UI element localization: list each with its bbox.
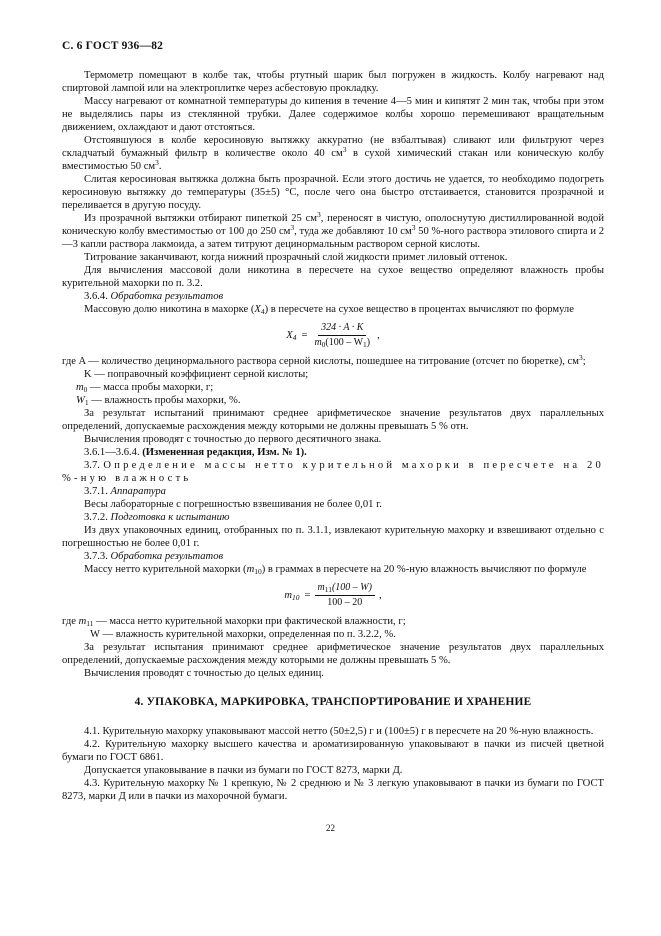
page-header: С. 6 ГОСТ 936—82 xyxy=(62,40,164,52)
formula-denominator: $m_0(100 - W_1)$ xyxy=(314,337,371,349)
paragraph: За результат испытания принимают среднее арифметическое значение результатов двух параллельных определений, допускаемые расхождения между которыми не должны превышать 5 %. xyxy=(62,642,604,666)
paragraph: Из прозрачной вытяжки отбирают пипеткой 25 $см^3$, переносят в чистую, ополоснутую дистиллированной водой коническую колбу вместимостью от 100 до 250 $см^3$, туда же добавляют 10 $см^3$ 50 %-ного раствора этилового спирта и 2—3 капли раствора лакмоида, а затем титруют децинормальным раствором серной кислоты. xyxy=(62,210,605,250)
page-number: 22 xyxy=(326,823,335,833)
formula-nicotine: $X_4$ = $\frac{324 \cdot A \cdot K}{m_0(100 - W_1)}$ , xyxy=(286,322,380,349)
paragraph: 4.3. Курительную махорку № 1 крепкую, № 2 среднюю и № 3 легкую упаковывают в пачки из бумаги по ГОСТ 8273, марки Д или в пачки из махорочной бумаги. xyxy=(62,778,604,802)
subsection-heading: 3.7.2. Подготовка к испытанию xyxy=(84,512,230,523)
formula-numerator: $m_{11}(100 - W)$ xyxy=(315,582,375,596)
subsection-heading: 3.7.1. Аппаратура xyxy=(84,486,166,497)
subsection-heading: 3.7.3. Обработка результатов xyxy=(84,551,224,562)
paragraph: 4.1. Курительную махорку упаковывают массой нетто (50±2,5) г и (100±5) г в пересчете на 20 %-ную влажность. xyxy=(84,726,594,737)
paragraph: Термометр помещают в колбе так, чтобы ртутный шарик был погружен в жидкость. Колбу нагревают над спиртовой лампой или на электроплитке через асбестовую прокладку. xyxy=(62,70,604,94)
paragraph: Массовую долю никотина в махорке $(X_4)$ в пересчете на сухое вещество в процентах вычисляют по формуле xyxy=(84,304,574,316)
definition-row: $W_1$ — влажность пробы махорки, %. xyxy=(76,395,241,407)
paragraph: Допускается упаковывание в пачки из бумаги по ГОСТ 8273, марки Д. xyxy=(84,765,403,776)
paragraph: Вычисления проводят с точностью до первого десятичного знака. xyxy=(84,434,382,445)
paragraph: Титрование заканчивают, когда нижний прозрачный слой жидкости примет лиловый оттенок. xyxy=(84,252,508,263)
formula-denominator: 100 – 20 xyxy=(327,597,363,608)
definition-row: $m_0$ — масса пробы махорки, г; xyxy=(76,382,214,394)
section-4-title: 4. УПАКОВКА, МАРКИРОВКА, ТРАНСПОРТИРОВАНИЕ И ХРАНЕНИЕ xyxy=(134,696,532,708)
paragraph: Вычисления проводят с точностью до целых единиц. xyxy=(84,668,324,679)
formula-definitions xyxy=(62,355,604,407)
formula-net-mass: $m_{10}$ = $\frac{m_{11}(100 - W)}{100 - 20}$ , xyxy=(284,582,382,608)
paragraph: Для вычисления массовой доли никотина в пересчете на сухое вещество определяют влажность пробы курительной махорки по п. 3.2. xyxy=(62,265,604,289)
definition-row: где $m_{11}$ — масса нетто курительной махорки при фактической влажности, г; xyxy=(62,616,406,628)
definition-row: W — влажность курительной махорки, определенная по п. 3.2.2, %. xyxy=(90,629,396,640)
paragraph: За результат испытаний принимают среднее арифметическое значение результатов двух параллельных определений, допускаемые расхождения между которыми не должны превышать 5 % отн. xyxy=(62,408,604,432)
amendment-note: 3.6.1—3.6.4. (Измененная редакция, Изм. № 1). xyxy=(84,447,307,458)
section-3-7-heading: 3.7. Определение массы нетто курительной махорки в пересчете на 20 %-ную влажность xyxy=(62,460,605,484)
paragraph: Отстоявшуюся в колбе керосиновую вытяжку аккуратно (не взбалтывая) сливают или фильтруют через складчатый бумажный фильтр в количестве около 40 $см^3$ в сухой химический стакан или коническую колбу вместимостью 50 $см^3$. xyxy=(62,135,604,172)
formula-definitions xyxy=(62,615,604,641)
formula-numerator: 324 · A · K xyxy=(318,322,366,336)
paragraph: Из двух упаковочных единиц, отобранных по п. 3.1.1, извлекают курительную махорку и взвешивают отдельно с погрешностью не более 0,01 г. xyxy=(62,525,604,549)
document-body xyxy=(62,69,604,803)
paragraph: Слитая керосиновая вытяжка должна быть прозрачной. Если этого достичь не удается, то необходимо подогреть керосиновую вытяжку до температуры (35±5) °С, после чего она быстро отстаивается, становится прозрачной и переливается в другую посуду. xyxy=(62,174,604,211)
definition-row: K — поправочный коэффициент серной кислоты; xyxy=(84,369,309,380)
subsection-heading: 3.6.4. Обработка результатов xyxy=(84,291,224,302)
paragraph: Массу нагревают от комнатной температуры до кипения в течение 4—5 мин и кипятят 2 мин так, чтобы при этом не выделялись пары из стеклянной трубки. Далее содержимое колбы хорошо перемешивают вращательным движением, охлаждают и дают отстояться. xyxy=(62,96,604,133)
paragraph: Массу нетто курительной махорки $(m_{10})$ в граммах в пересчете на 20 %-ную влажность вычисляют по формуле xyxy=(84,564,587,576)
paragraph: 4.2. Курительную махорку высшего качества и ароматизированную упаковывают в пачки из писчей цветной бумаги по ГОСТ 6861. xyxy=(62,739,604,763)
definition-row: где A — количество децинормального раствора серной кислоты, пошедшее на титрование (отсчет по бюретке), $см^3$; xyxy=(62,353,586,367)
paragraph: Весы лабораторные с погрешностью взвешивания не более 0,01 г. xyxy=(84,499,382,510)
